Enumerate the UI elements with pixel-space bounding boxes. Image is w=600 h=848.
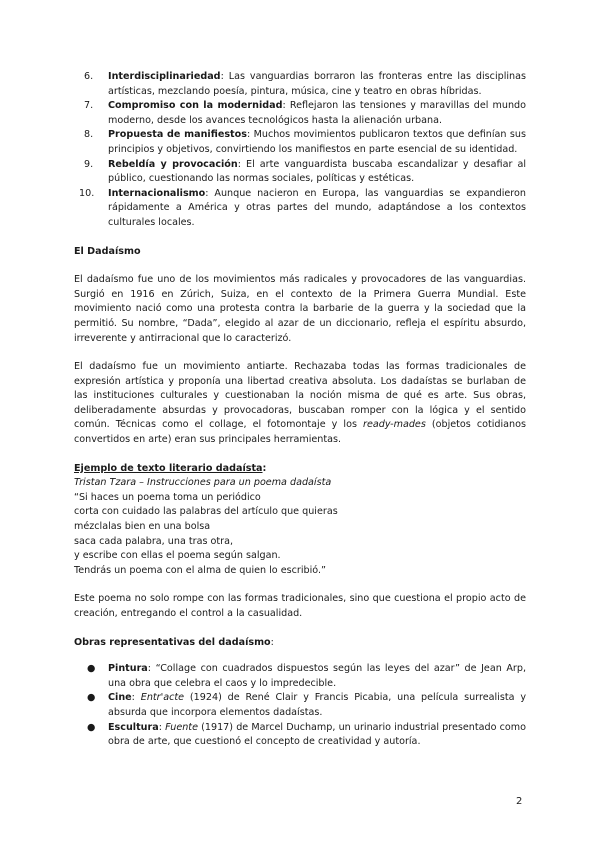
work-text: (1917) de Marcel Duchamp, un urinario industrial presentado como obra de arte, que cuestionó el concepto de creatividad y autoría. bbox=[108, 721, 526, 748]
work-pre: : bbox=[131, 692, 141, 704]
works-heading-colon: : bbox=[270, 636, 274, 648]
poem-line: Tendrás un poema con el alma de quien lo escribió.” bbox=[74, 564, 326, 576]
list-item bbox=[74, 128, 526, 157]
list-number: 8. bbox=[84, 129, 94, 141]
list-number: 6. bbox=[84, 71, 94, 82]
poem-line: mézclalas bien en una bolsa bbox=[74, 521, 211, 533]
work-label: Escultura bbox=[108, 721, 159, 733]
list-item bbox=[74, 721, 526, 750]
example-source: Tristan Tzara – Instrucciones para un poema dadaísta bbox=[74, 477, 332, 489]
list-number: 10. bbox=[79, 187, 95, 199]
list-text: : Aunque nacieron en Europa, las vanguardias se expandieron rápidamente a América y otras partes del mundo, adaptándose a los contextos culturales locales. bbox=[108, 187, 526, 228]
list-item bbox=[74, 158, 526, 187]
list-item bbox=[74, 691, 526, 720]
example-heading-colon: : bbox=[262, 462, 267, 474]
paragraph-text: (objetos cotidianos convertidos en arte) eran sus principales herramientas. bbox=[74, 419, 526, 446]
document-page bbox=[74, 70, 526, 750]
paragraph-italic: ready-mades bbox=[363, 419, 426, 431]
paragraph-antiarte bbox=[74, 360, 526, 448]
list-item bbox=[74, 662, 526, 691]
poem-line: saca cada palabra, una tras otra, bbox=[74, 535, 234, 547]
work-text: “Collage con cuadrados dispuestos según las leyes del azar” de Jean Arp, una obra que celebra el caos y lo impredecible. bbox=[108, 663, 526, 689]
work-text: (1924) de René Clair y Francis Picabia, una película surrealista y absurda que incorpora elementos dadaístas. bbox=[108, 692, 526, 718]
list-text: : Las vanguardias borraron las fronteras entre las disciplinas artísticas, mezclando poesía, pintura, música, cine y teatro en obras híbridas. bbox=[108, 71, 526, 97]
works-heading: Obras representativas del dadaísmo bbox=[74, 636, 271, 648]
poem-line: “Si haces un poema toma un periódico bbox=[74, 491, 261, 503]
bullet-icon: ● bbox=[87, 692, 96, 704]
works-heading-line bbox=[74, 636, 526, 651]
example-block bbox=[74, 462, 526, 579]
poem-line: y escribe con ellas el poema según salgan. bbox=[74, 550, 281, 562]
works-list bbox=[74, 662, 526, 750]
page-number: 2 bbox=[516, 796, 523, 807]
bullet-icon: ● bbox=[87, 721, 96, 733]
work-label: Cine bbox=[108, 692, 132, 704]
list-term: Interdisciplinariedad bbox=[108, 71, 221, 82]
list-item bbox=[74, 99, 526, 128]
characteristics-list bbox=[74, 70, 526, 231]
list-term: Compromiso con la modernidad bbox=[108, 100, 283, 112]
list-number: 7. bbox=[84, 100, 94, 112]
work-title: Entr'acte bbox=[140, 692, 185, 704]
poem-line: corta con cuidado las palabras del artículo que quieras bbox=[74, 506, 338, 518]
work-label: Pintura bbox=[108, 663, 148, 675]
work-pre: : bbox=[158, 721, 166, 733]
list-text: : El arte vanguardista buscaba escandalizar y desafiar al público, cuestionando las normas sociales, políticas y estéticas. bbox=[108, 158, 526, 185]
bullet-icon: ● bbox=[87, 663, 96, 675]
list-term: Propuesta de manifiestos bbox=[108, 129, 247, 141]
work-title: Fuente bbox=[165, 721, 198, 733]
list-term: Rebeldía y provocación bbox=[108, 158, 238, 170]
list-item bbox=[74, 187, 526, 231]
list-text: : Muchos movimientos publicaron textos que definían sus principios y objetivos, convirtiendo los manifiestos en parte esencial de su identidad. bbox=[108, 129, 527, 155]
list-term: Internacionalismo bbox=[108, 187, 206, 199]
paragraph-intro: El dadaísmo fue uno de los movimientos más radicales y provocadores de las vanguardias. Surgió en 1916 en Zúrich, Suiza, en el contexto de la Primera Guerra Mundial. Este movimiento nació como una protesta contra la barbarie de la guerra y la sociedad que la permitió. Su nombre, “Dada”, elegido al azar de un diccionario, refleja el espíritu absurdo, irreverente y antirracional que lo caracterizó. bbox=[74, 274, 526, 344]
section-title: El Dadaísmo bbox=[74, 245, 141, 257]
work-pre: : bbox=[147, 663, 156, 675]
list-item bbox=[74, 70, 526, 99]
paragraph-text: El dadaísmo fue un movimiento antiarte. Rechazaba todas las formas tradicionales de expresión artística y proponía una libertad creativa absoluta. Los dadaístas se burlaban de las instituciones culturales y cuestionaban la noción misma de qué es arte. Sus obras, deliberadamente absurdas y provocadoras, buscaban romper con la lógica y el sentido común. Técnicas como el collage, el fotomontaje y los bbox=[74, 361, 526, 431]
list-number: 9. bbox=[84, 158, 94, 170]
list-text: : Reflejaron las tensiones y maravillas del mundo moderno, desde los avances tecnológicos hasta la alienación urbana. bbox=[108, 100, 526, 126]
paragraph-commentary: Este poema no solo rompe con las formas tradicionales, sino que cuestiona el propio acto de creación, entregando el control a la casualidad. bbox=[74, 593, 526, 619]
example-heading: Ejemplo de texto literario dadaísta bbox=[74, 462, 263, 474]
